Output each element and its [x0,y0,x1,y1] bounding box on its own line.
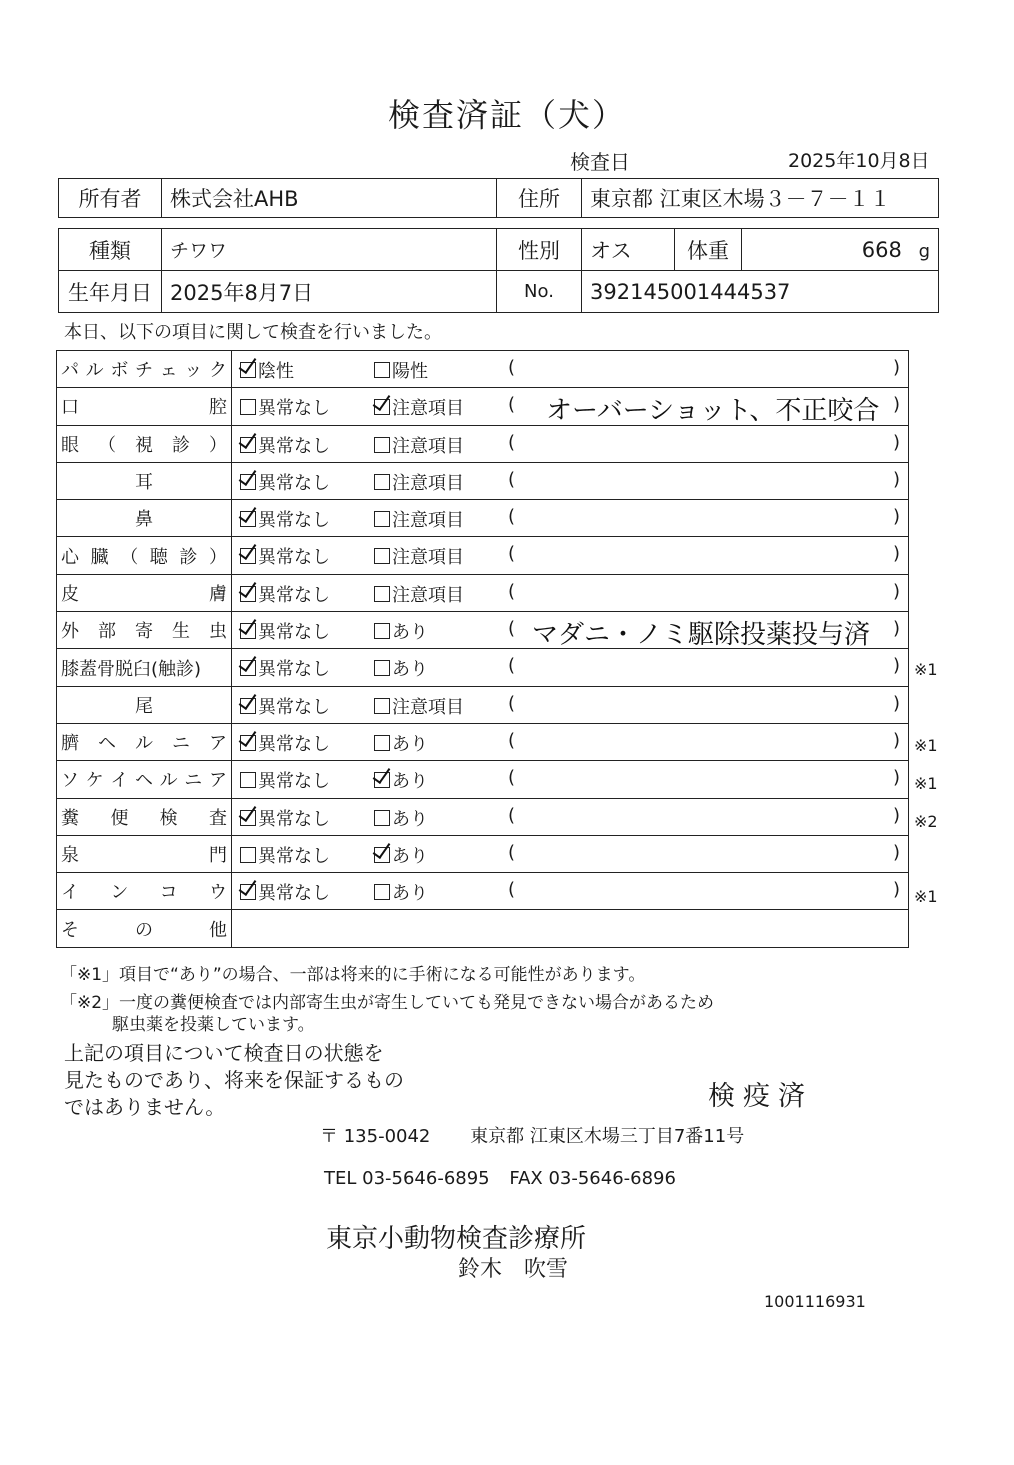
check-row [57,686,909,723]
footnote-1: 「※1」項目で“あり”の場合、一部は将来的に手術になる可能性があります。 [60,965,646,985]
check-row [57,612,909,649]
sex-label: 性別 [497,229,582,271]
owner-table [58,178,939,218]
checkbox-icon[interactable] [374,698,390,714]
check-item-label: 膝蓋骨脱臼(触診) [61,658,202,680]
label-char: ） [208,546,227,568]
check-item-label [61,766,227,792]
label-char: ル [85,360,104,382]
clinic-name: 東京小動物検査診療所 [326,1224,587,1254]
label-char: 臍 [61,733,79,755]
check-item-label: 鼻 [135,509,153,531]
close-paren: ) [892,394,900,416]
check-option[interactable] [374,655,428,681]
label-char: ボ [110,360,129,382]
check-item-label: 尾 [135,695,153,717]
label-char: 他 [209,919,227,941]
checked-checkbox-icon[interactable] [240,698,256,714]
footnote-mark: ※1 [914,773,938,793]
check-option[interactable] [240,506,330,532]
label-char: 診 [172,434,190,456]
checkbox-icon[interactable] [374,660,390,676]
open-paren: ( [508,841,516,863]
check-result-cell [232,798,909,835]
checked-checkbox-icon[interactable] [240,362,256,378]
check-row [57,723,909,760]
label-char: 査 [208,807,227,829]
check-option[interactable] [374,693,464,719]
check-option[interactable] [240,767,330,793]
check-option[interactable] [374,767,428,793]
check-option-label: 注意項目 [392,435,464,457]
check-item-cell [57,462,232,499]
check-row [57,351,909,388]
check-item-label: 耳 [135,472,153,494]
footnote-mark: ※2 [914,811,938,831]
check-option-label: 異常なし [258,547,330,569]
label-char: （ [98,434,116,456]
check-item-label [61,878,227,904]
label-char: ケ [85,770,104,792]
close-paren: ) [892,431,900,453]
close-paren: ) [892,841,900,863]
check-option-label: 注意項目 [392,472,464,494]
checkbox-icon[interactable] [374,810,390,826]
label-char: 腔 [209,397,227,419]
open-paren: ( [508,804,516,826]
address-label: 住所 [497,179,582,218]
other-label-cell [57,910,232,947]
check-result-cell [232,537,909,574]
checkbox-icon[interactable] [374,735,390,751]
clinic-contact-line [324,1168,676,1189]
check-result-cell [232,873,909,910]
label-char: 皮 [61,583,79,605]
postal-code: 〒 135-0042 [320,1126,431,1147]
check-option-label: 注意項目 [392,547,464,569]
check-table [56,350,909,948]
check-option[interactable] [374,432,464,458]
check-option[interactable] [374,879,428,905]
check-option[interactable] [240,357,294,383]
close-paren: ) [892,580,900,602]
open-paren: ( [508,655,516,677]
check-row [57,873,909,910]
check-item-cell [57,649,232,686]
close-paren: ) [892,692,900,714]
disclaimer [64,1040,404,1121]
check-result-cell [232,612,909,649]
check-option-label: 注意項目 [392,696,464,718]
open-paren: ( [508,618,516,640]
close-paren: ) [892,618,900,640]
clinic-tel: TEL 03-5646-6895 [324,1168,490,1189]
intro-text: 本日、以下の項目に関して検査を行いました。 [64,322,442,343]
check-option[interactable] [374,730,428,756]
checkbox-icon[interactable] [374,511,390,527]
doctor-name: 鈴木 吹雪 [458,1257,569,1282]
check-item-label [61,841,227,867]
pet-table [58,228,939,313]
footnote-2-line-1: 「※2」一度の糞便検査では内部寄生虫が寄生していても発見できない場合があるため [60,993,715,1013]
checkbox-icon[interactable] [240,847,256,863]
check-result-cell [232,351,909,388]
check-option[interactable] [240,730,330,756]
close-paren: ) [892,729,900,751]
label-char: 生 [172,621,190,643]
open-paren: ( [508,692,516,714]
label-char: ル [135,733,153,755]
check-option-label: 注意項目 [392,398,464,420]
check-result-cell [232,574,909,611]
check-option[interactable] [374,543,464,569]
label-char: 口 [61,397,79,419]
checked-checkbox-icon[interactable] [374,847,390,863]
check-option-label: 異常なし [258,808,330,830]
check-option-label: 異常なし [258,771,330,793]
checkbox-icon[interactable] [240,399,256,415]
owner-label: 所有者 [59,179,162,218]
disclaimer-line: 上記の項目について検査日の状態を [64,1041,384,1065]
footnote-mark: ※1 [914,660,938,680]
check-option[interactable] [240,543,330,569]
footnote-mark: ※1 [914,736,938,755]
weight-unit: g [918,240,930,262]
check-row [57,537,909,574]
checkbox-icon[interactable] [374,362,390,378]
label-char: ウ [208,882,227,904]
other-value [232,910,909,947]
label-char: ニ [172,733,190,755]
label-char: コ [159,882,178,904]
check-item-label [61,729,227,755]
label-char: ク [208,360,227,382]
checked-checkbox-icon[interactable] [240,623,256,639]
check-option[interactable] [374,394,464,420]
label-char: 糞 [61,807,79,829]
breed-label: 種類 [59,229,162,271]
clinic-address-line [320,1122,744,1148]
check-result-cell [232,686,909,723]
label-char: イ [110,770,129,792]
check-option[interactable] [374,506,464,532]
check-option[interactable] [240,394,330,420]
label-char: 虫 [209,621,227,643]
check-option[interactable] [240,879,330,905]
check-item-label [61,431,227,457]
check-item-cell [57,761,232,798]
check-option-label: あり [392,883,428,905]
check-item-label [61,804,227,830]
checked-checkbox-icon[interactable] [240,511,256,527]
close-paren: ) [892,879,900,901]
checked-checkbox-icon[interactable] [240,474,256,490]
check-option-label: 異常なし [258,845,330,867]
checked-checkbox-icon[interactable] [240,884,256,900]
check-item-cell [57,537,232,574]
label-char: （ [120,546,139,568]
label-char: ア [208,770,227,792]
label-char: ） [209,434,227,456]
label-char: 便 [110,807,129,829]
disclaimer-line: 見たものであり、将来を保証するもの [64,1068,404,1092]
check-option-label: 異常なし [258,733,330,755]
close-paren: ) [892,543,900,565]
check-option-label: 異常なし [258,584,330,606]
clinic-address: 東京都 江東区木場三丁目7番11号 [470,1126,745,1147]
check-item-cell [57,686,232,723]
close-paren: ) [892,506,900,528]
check-option[interactable] [240,469,330,495]
check-option-label: 異常なし [258,398,330,420]
label-char: 聴 [149,546,168,568]
check-option-label: あり [392,659,428,681]
close-paren: ) [892,804,900,826]
checked-checkbox-icon[interactable] [240,586,256,602]
label-char: 外 [61,621,79,643]
label-char: パ [61,360,79,382]
open-paren: ( [508,506,516,528]
label-char: 臓 [90,546,109,568]
check-option-label: 注意項目 [392,510,464,532]
check-option-label: あり [392,771,428,793]
no-label: No. [497,271,582,313]
close-paren: ) [892,655,900,677]
check-row [57,761,909,798]
exam-date-label: 検査日 [570,150,630,174]
check-option-label: 陰性 [258,361,294,382]
check-option[interactable] [240,432,330,458]
check-option-label: あり [392,808,428,830]
check-item-cell [57,723,232,760]
check-option-label: あり [392,622,428,644]
check-option-label: 異常なし [258,435,330,457]
check-option-label: 異常なし [258,659,330,681]
check-option-label: 異常なし [258,696,330,718]
check-result-cell [232,462,909,499]
address-value: 東京都 江東区木場３－７－１１ [582,179,939,218]
check-option-label: 異常なし [258,883,330,905]
check-option-label: 陽性 [392,361,428,382]
check-item-cell [57,425,232,462]
checked-checkbox-icon[interactable] [240,810,256,826]
label-char: ェ [159,360,178,382]
weight-value: 668 [861,237,902,262]
label-char: 視 [135,434,153,456]
check-option[interactable] [374,618,428,644]
check-row [57,388,909,425]
checked-checkbox-icon[interactable] [240,660,256,676]
check-item-cell [57,873,232,910]
check-option-label: あり [392,733,428,755]
check-option[interactable] [240,693,330,719]
label-char: ヘ [134,770,153,792]
serial-number: 1001116931 [764,1292,866,1311]
check-item-label [61,393,227,419]
sex-value: オス [582,229,675,271]
checkbox-icon[interactable] [374,586,390,602]
check-item-cell [57,612,232,649]
check-option[interactable] [240,842,330,868]
breed-value: チワワ [162,229,497,271]
footnote-mark: ※1 [914,887,938,907]
close-paren: ) [892,468,900,490]
birth-label: 生年月日 [59,271,162,313]
check-option-label: あり [392,845,428,867]
label-char: の [135,919,153,941]
check-option[interactable] [374,805,428,831]
check-result-cell [232,761,909,798]
checked-checkbox-icon[interactable] [240,548,256,564]
check-note: マダニ・ノミ駆除投薬投与済 [532,620,871,651]
check-item-label [61,617,227,643]
close-paren: ) [892,357,900,378]
disclaimer-line: ではありません。 [64,1095,226,1119]
open-paren: ( [508,431,516,453]
check-result-cell [232,723,909,760]
check-item-cell [57,835,232,872]
check-option[interactable] [374,357,428,383]
check-result-cell [232,388,909,425]
check-row [57,500,909,537]
check-option[interactable] [374,581,464,607]
no-value: 392145001444537 [582,271,939,313]
exam-date-value: 2025年10月8日 [788,150,930,172]
clinic-fax: FAX 03-5646-6896 [509,1168,676,1189]
check-result-cell [232,425,909,462]
label-char: 眼 [61,434,79,456]
checkbox-icon[interactable] [240,772,256,788]
quarantine-stamp: 検疫済 [708,1081,813,1112]
check-result-cell [232,835,909,872]
checkbox-icon[interactable] [374,548,390,564]
check-option-label: 異常なし [258,472,330,494]
label-char: 診 [179,546,198,568]
label-char: ソ [61,770,79,792]
open-paren: ( [508,580,516,602]
open-paren: ( [508,729,516,751]
check-item-cell [57,798,232,835]
check-item-cell [57,500,232,537]
label-char: ル [159,770,178,792]
check-option[interactable] [374,842,428,868]
label-char: 心 [61,546,79,568]
check-result-cell [232,500,909,537]
label-char: 検 [159,807,178,829]
check-row [57,462,909,499]
check-option-label: 異常なし [258,510,330,532]
open-paren: ( [508,357,516,378]
label-char: そ [61,919,79,941]
label-char: ッ [184,360,203,382]
check-option[interactable] [240,618,330,644]
check-item-label [61,543,227,569]
open-paren: ( [508,468,516,490]
check-option-label: 注意項目 [392,584,464,606]
footnote-2-line-2: 駆虫薬を投薬しています。 [112,1015,315,1035]
open-paren: ( [508,879,516,901]
page-title: 検査済証（犬） [387,96,626,134]
check-option[interactable] [374,469,464,495]
open-paren: ( [508,543,516,565]
check-option[interactable] [240,805,330,831]
weight-label: 体重 [675,229,742,271]
check-row [57,425,909,462]
label-char: ア [209,733,227,755]
checkbox-icon[interactable] [374,884,390,900]
checked-checkbox-icon[interactable] [240,437,256,453]
check-item-label [61,580,227,606]
label-char: 寄 [135,621,153,643]
label-char: 部 [98,621,116,643]
checkbox-icon[interactable] [374,474,390,490]
open-paren: ( [508,394,516,416]
check-item-cell [57,351,232,388]
checkbox-icon[interactable] [374,623,390,639]
owner-value: 株式会社AHB [162,179,497,218]
checkbox-icon[interactable] [374,437,390,453]
check-result-cell [232,649,909,686]
check-item-cell [57,574,232,611]
weight-cell [742,229,939,271]
check-option-label: 異常なし [258,622,330,644]
checked-checkbox-icon[interactable] [374,772,390,788]
label-char: チ [134,360,153,382]
close-paren: ) [892,767,900,789]
label-char: 膚 [209,583,227,605]
label-char: 門 [209,845,227,866]
label-char: 泉 [61,845,79,866]
check-option[interactable] [240,581,330,607]
label-char: ヘ [98,733,116,755]
check-item-label [61,356,227,382]
checked-checkbox-icon[interactable] [240,735,256,751]
check-row [57,835,909,872]
check-row [57,574,909,611]
label-char: ニ [184,770,203,792]
label-char: イ [61,882,79,904]
open-paren: ( [508,767,516,789]
birth-value: 2025年8月7日 [162,271,497,313]
other-label [61,916,227,942]
check-row [57,649,909,686]
check-row [57,798,909,835]
label-char: ン [110,882,129,904]
check-item-cell [57,388,232,425]
check-option[interactable] [240,655,330,681]
check-note: オーバーショット、不正咬合 [546,396,880,427]
checked-checkbox-icon[interactable] [374,399,390,415]
